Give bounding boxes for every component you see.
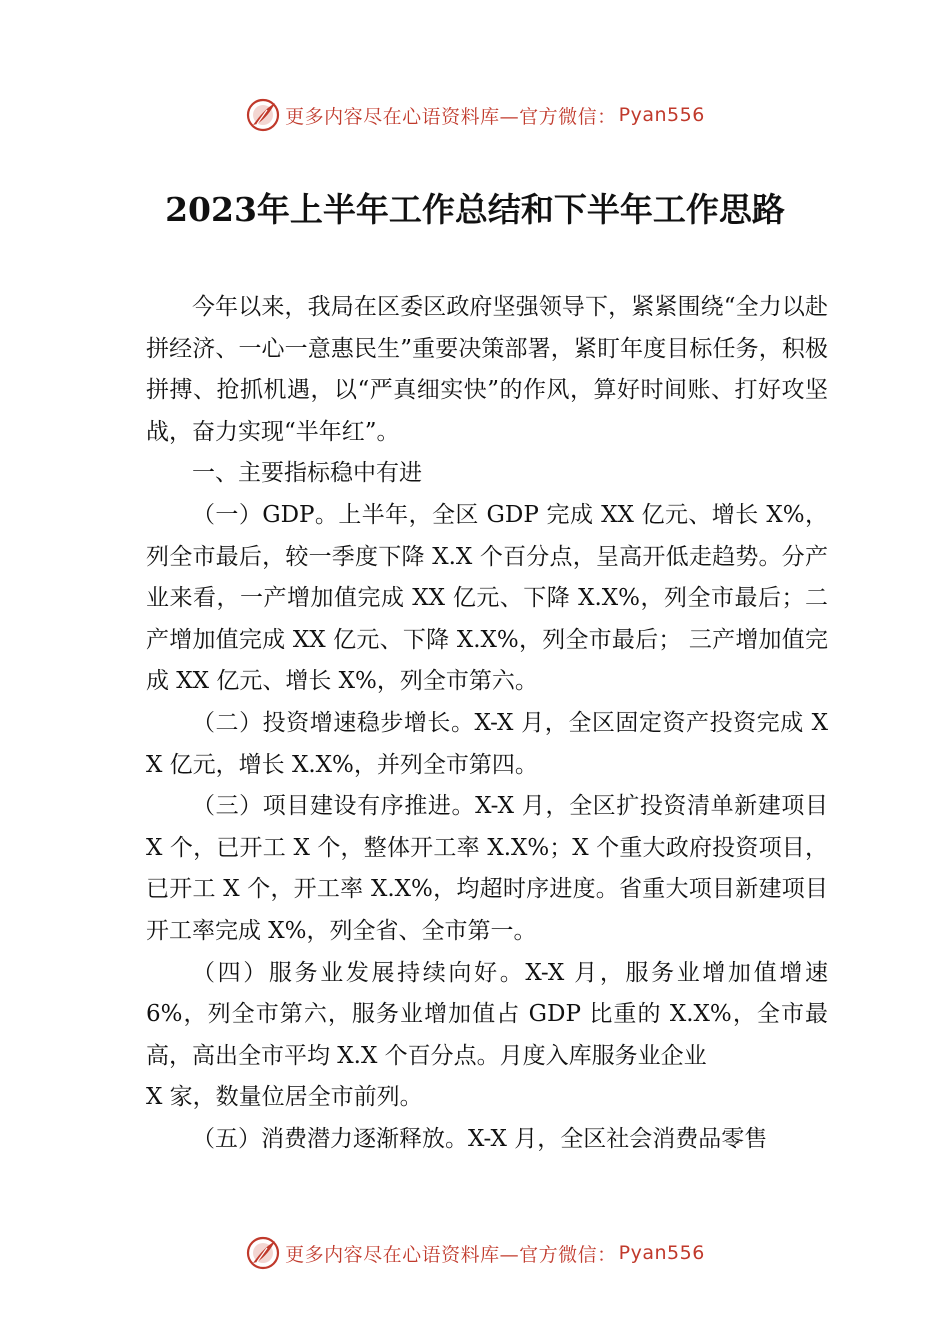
paragraph-services: （四）服务业发展持续向好。X-X 月，服务业增加值增速 6%，列全市第六，服务业增加值占 GDP 比重的 X.X%，全市最高，高出全市平均 X.X 个百分点。月度入库服务业企业 (146, 959, 828, 1069)
quill-logo-icon (245, 97, 281, 133)
paragraph-projects: （三）项目建设有序推进。X-X 月，全区扩投资清单新建项目 X 个，已开工 X 个，整体开工率 X.X%；X 个重大政府投资项目，已开工 X 个，开工率 X.X%，均超时序进度。省重大项目新建项目开工率完成 X%，列全省、全市第一。 (146, 793, 828, 944)
document-title: 2023年上半年工作总结和下半年工作思路 (165, 190, 785, 229)
watermark-header (0, 95, 950, 135)
watermark-text: 更多内容尽在心语资料库—官方微信： (285, 105, 617, 128)
document-body (146, 287, 828, 1160)
paragraph-consumption: （五）消费潜力逐渐释放。X-X 月，全区社会消费品零售 (192, 1125, 768, 1152)
watermark-wechat-id: Pyan556 (618, 104, 705, 126)
paragraph-gdp: （一）GDP。上半年，全区 GDP 完成 XX 亿元、增长 X%， 列全市最后，较一季度下降 X.X 个百分点，呈高开低走趋势。分产业来看，一产增加值完成 XX 亿元、下降 X.X%，列全市最后；二产增加值完成 XX 亿元、下降 X.X%，列全市最后； 三产增加值完成 XX 亿元、增长 X%，列全市第六。 (146, 501, 828, 695)
quill-logo-icon (245, 1235, 281, 1271)
watermark-wechat-id: Pyan556 (618, 1242, 705, 1264)
section-heading-main-indicators: 一、主要指标稳中有进 (192, 460, 422, 487)
watermark-text: 更多内容尽在心语资料库—官方微信： (285, 1243, 617, 1266)
watermark-footer (0, 1233, 950, 1273)
paragraph-services-continued: X 家，数量位居全市前列。 (146, 1084, 423, 1111)
paragraph-intro: 今年以来，我局在区委区政府坚强领导下，紧紧围绕“全力以赴拼经济、一心一意惠民生”重要决策部署，紧盯年度目标任务，积极拼搏、抢抓机遇，以“严真细实快”的作风，算好时间账、打好攻坚战，奋力实现“半年红”。 (146, 294, 828, 445)
paragraph-investment: （二）投资增速稳步增长。X-X 月，全区固定资产投资完成 XX 亿元，增长 X.X%，并列全市第四。 (146, 709, 828, 778)
